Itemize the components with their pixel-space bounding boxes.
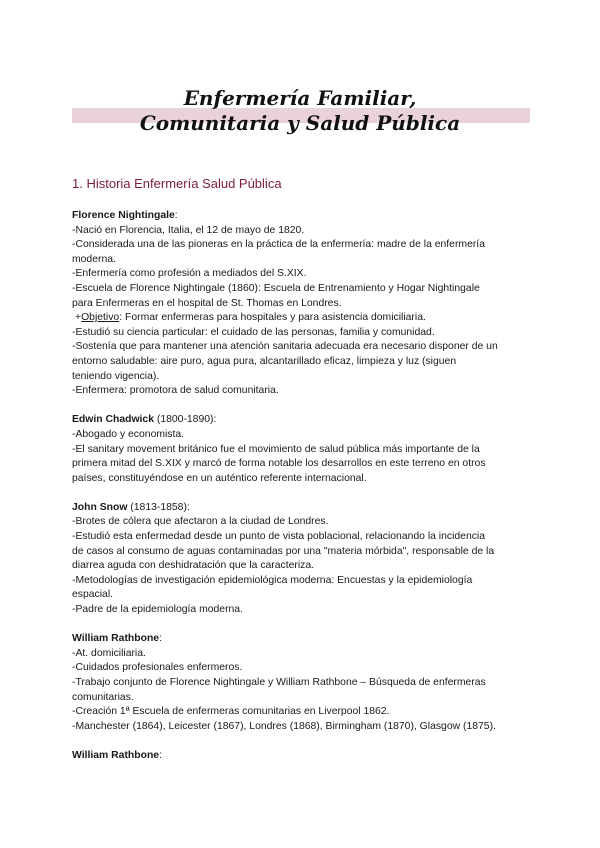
text-line: -Metodologías de investigación epidemiológica moderna: Encuestas y la epidemiología bbox=[72, 574, 473, 586]
text-line: -At. domiciliaria. bbox=[72, 647, 146, 659]
text-line: -El sanitary movement británico fue el movimiento de salud pública más importante de la bbox=[72, 443, 480, 455]
person-dates: : bbox=[174, 210, 178, 221]
text-line: diarrea aguda con deshidratación que la caracteriza. bbox=[72, 560, 315, 572]
document-title bbox=[0, 86, 600, 136]
text-line: -Brotes de cólera que afectaron a la ciudad de Londres. bbox=[72, 516, 329, 528]
text-line: -Enfermera: promotora de salud comunitaria. bbox=[72, 385, 279, 397]
person-name: Florence Nightingale bbox=[72, 210, 175, 221]
text-line: teniendo vigencia). bbox=[72, 370, 160, 382]
objetivo-text: : Formar enfermeras para hospitales y para asistencia domiciliaria. bbox=[119, 312, 426, 324]
person-dates: (1813-1858): bbox=[127, 501, 190, 513]
nightingale-block bbox=[72, 209, 532, 399]
text-line: comunitarias. bbox=[72, 691, 134, 703]
text-line: países, constituyéndose en un auténtico referente internacional. bbox=[72, 472, 367, 484]
person-dates: (1800-1890): bbox=[153, 414, 217, 426]
rathbone-block-2 bbox=[72, 749, 532, 764]
person-name: Edwin Chadwick bbox=[72, 414, 154, 426]
section-heading: 1. Historia Enfermería Salud Pública bbox=[72, 176, 282, 191]
person-dates: : bbox=[159, 633, 162, 645]
title-line-2: Comunitaria y Salud Pública bbox=[139, 111, 461, 135]
text-line: -Estudió su ciencia particular: el cuidado de las personas, familia y comunidad. bbox=[72, 326, 435, 338]
text-line: -Trabajo conjunto de Florence Nightingale y William Rathbone – Búsqueda de enfermeras bbox=[72, 677, 486, 688]
text-line: moderna. bbox=[72, 253, 116, 265]
text-line: -Escuela de Florence Nightingale (1860): Escuela de Entrenamiento y Hogar Nightingale bbox=[72, 282, 480, 294]
text-line: -Sostenía que para mantener una atención sanitaria adecuada era necesario disponer de un bbox=[72, 341, 498, 353]
person-name: William Rathbone bbox=[72, 633, 160, 645]
person-dates: : bbox=[159, 749, 162, 761]
chadwick-block bbox=[72, 413, 532, 486]
text-line: -Estudió esta enfermedad desde un punto de vista poblacional, relacionando la incidencia bbox=[72, 531, 486, 543]
rathbone-block bbox=[72, 632, 532, 734]
text-line: -Enfermería como profesión a mediados del S.XIX. bbox=[72, 268, 307, 280]
snow-block bbox=[72, 501, 532, 618]
person-heading bbox=[72, 632, 532, 647]
objetivo-prefix: + bbox=[75, 312, 82, 324]
title-line-1: Enfermería Familiar, bbox=[183, 86, 417, 110]
text-line: entorno saludable: aire puro, agua pura, alcantarillado eficaz, limpieza y luz (siguen bbox=[72, 355, 457, 367]
text-line: -Manchester (1864), Leicester (1867), Londres (1868), Birmingham (1870), Glasgow (1875). bbox=[72, 720, 496, 732]
text-line: -Creación 1ª Escuela de enfermeras comunitarias en Liverpool 1862. bbox=[72, 706, 390, 718]
text-line: espacial. bbox=[72, 589, 114, 601]
text-line: -Padre de la epidemiología moderna. bbox=[72, 604, 243, 616]
objetivo-line bbox=[72, 311, 532, 326]
person-name: William Rathbone bbox=[72, 749, 160, 761]
text-line: primera mitad del S.XIX y marcó de forma notable los desarrollos en este terreno en otros bbox=[72, 458, 486, 470]
person-heading bbox=[72, 501, 532, 516]
document-body bbox=[72, 209, 532, 778]
person-name: John Snow bbox=[72, 501, 128, 513]
text-line: de casos al consumo de aguas contaminadas por una "materia mórbida", responsable de la bbox=[72, 545, 495, 557]
text-line: -Considerada una de las pioneras en la práctica de la enfermería: madre de la enfermería bbox=[72, 239, 485, 251]
text-line: -Cuidados profesionales enfermeros. bbox=[72, 662, 243, 674]
text-line: -Nació en Florencia, Italia, el 12 de mayo de 1820. bbox=[72, 224, 305, 236]
person-heading bbox=[72, 413, 532, 428]
person-heading bbox=[72, 749, 532, 764]
text-line: -Abogado y economista. bbox=[72, 428, 185, 440]
text-line: para Enfermeras en el hospital de St. Thomas en Londres. bbox=[72, 297, 342, 309]
person-heading bbox=[72, 209, 532, 224]
objetivo-label: Objetivo bbox=[81, 312, 120, 324]
